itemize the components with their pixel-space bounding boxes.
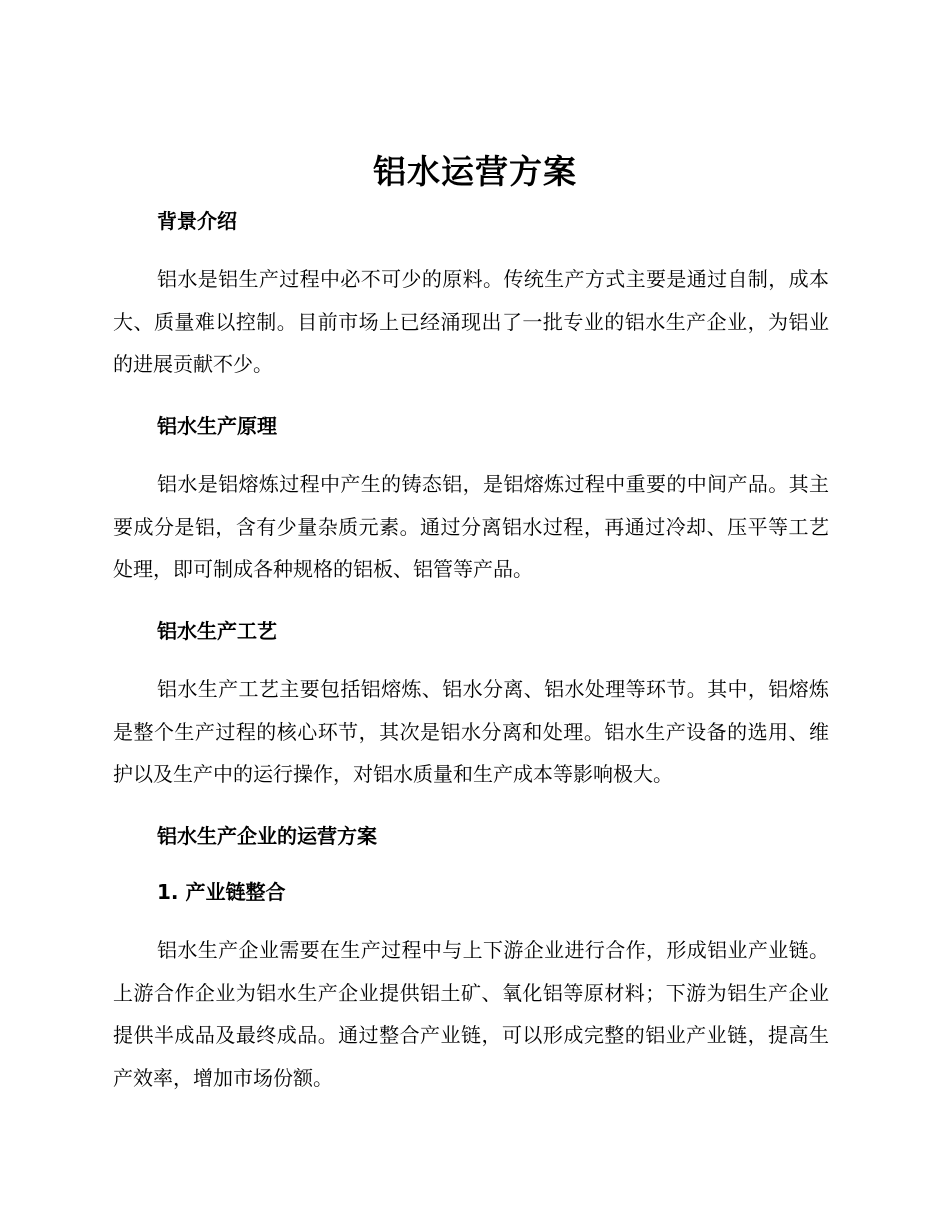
section-heading-operation-plan: 铝水生产企业的运营方案 xyxy=(157,824,377,848)
section-heading-industry-chain: 1. 产业链整合 xyxy=(157,880,286,904)
section-heading-principle: 铝水生产原理 xyxy=(157,414,277,438)
section-heading-process: 铝水生产工艺 xyxy=(157,619,277,643)
section-paragraph-background: 铝水是铝生产过程中必不可少的原料。传统生产方式主要是通过自制，成本大、质量难以控制。目前市场上已经涌现出了一批专业的铝水生产企业，为铝业的进展贡献不少。 xyxy=(113,267,829,376)
section-paragraph-process: 铝水生产工艺主要包括铝熔炼、铝水分离、铝水处理等环节。其中，铝熔炼是整个生产过程的核心环节，其次是铝水分离和处理。铝水生产设备的选用、维护以及生产中的运行操作，对铝水质量和生产成本等影响极大。 xyxy=(113,677,829,786)
section-paragraph-industry-chain: 铝水生产企业需要在生产过程中与上下游企业进行合作，形成铝业产业链。上游合作企业为铝水生产企业提供铝土矿、氧化铝等原材料；下游为铝生产企业提供半成品及最终成品。通过整合产业链，可以形成完整的铝业产业链，提高生产效率，增加市场份额。 xyxy=(113,938,829,1090)
section-paragraph-principle: 铝水是铝熔炼过程中产生的铸态铝，是铝熔炼过程中重要的中间产品。其主要成分是铝，含有少量杂质元素。通过分离铝水过程，再通过冷却、压平等工艺处理，即可制成各种规格的铝板、铝管等产品。 xyxy=(113,472,829,581)
section-heading-background: 背景介绍 xyxy=(157,209,237,233)
document-title: 铝水运营方案 xyxy=(373,152,577,191)
